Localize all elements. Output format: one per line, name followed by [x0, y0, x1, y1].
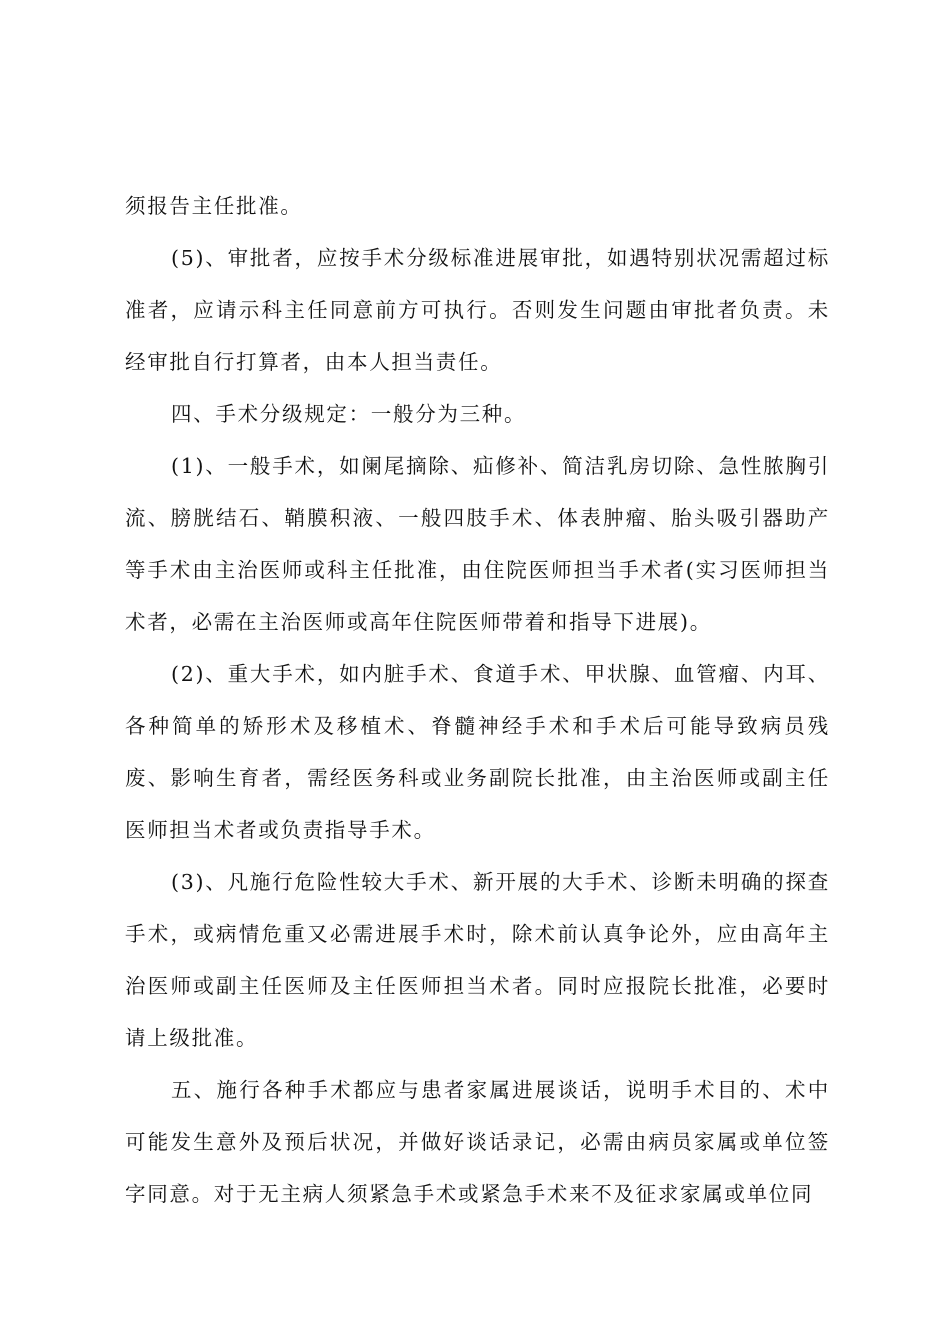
paragraph-continuation: 须报告主任批准。	[125, 194, 303, 218]
section-heading-4: 四、手术分级规定：一般分为三种。	[171, 402, 527, 426]
document-body	[125, 180, 830, 1220]
paragraph-item-3: (3)、凡施行危险性较大手术、新开展的大手术、诊断未明确的探查手术，或病情危重又必需进展手术时，除术前认真争论外，应由高年主治医师或副主任医师及主任医师担当术者。同时应报院长批准，必要时请上级批准。	[125, 870, 830, 1050]
paragraph-item-1: (1)、一般手术，如阑尾摘除、疝修补、简洁乳房切除、急性脓胸引流、膀胱结石、鞘膜积液、一般四肢手术、体表肿瘤、胎头吸引器助产等手术由主治医师或科主任批准，由住院医师担当手术者(实习医师担当术者，必需在主治医师或高年住院医师带着和指导下进展)。	[125, 454, 830, 634]
paragraph-item-2: (2)、重大手术，如内脏手术、食道手术、甲状腺、血管瘤、内耳、各种简单的矫形术及移植术、脊髓神经手术和手术后可能导致病员残废、影响生育者，需经医务科或业务副院长批准，由主治医师或副主任医师担当术者或负责指导手术。	[125, 662, 830, 842]
section-paragraph-5: 五、施行各种手术都应与患者家属进展谈话，说明手术目的、术中可能发生意外及预后状况，并做好谈话录记，必需由病员家属或单位签字同意。对于无主病人须紧急手术或紧急手术来不及征求家属或单位同	[125, 1078, 830, 1206]
paragraph-item-5: (5)、审批者，应按手术分级标准进展审批，如遇特别状况需超过标准者，应请示科主任同意前方可执行。否则发生问题由审批者负责。未经审批自行打算者，由本人担当责任。	[125, 246, 830, 374]
